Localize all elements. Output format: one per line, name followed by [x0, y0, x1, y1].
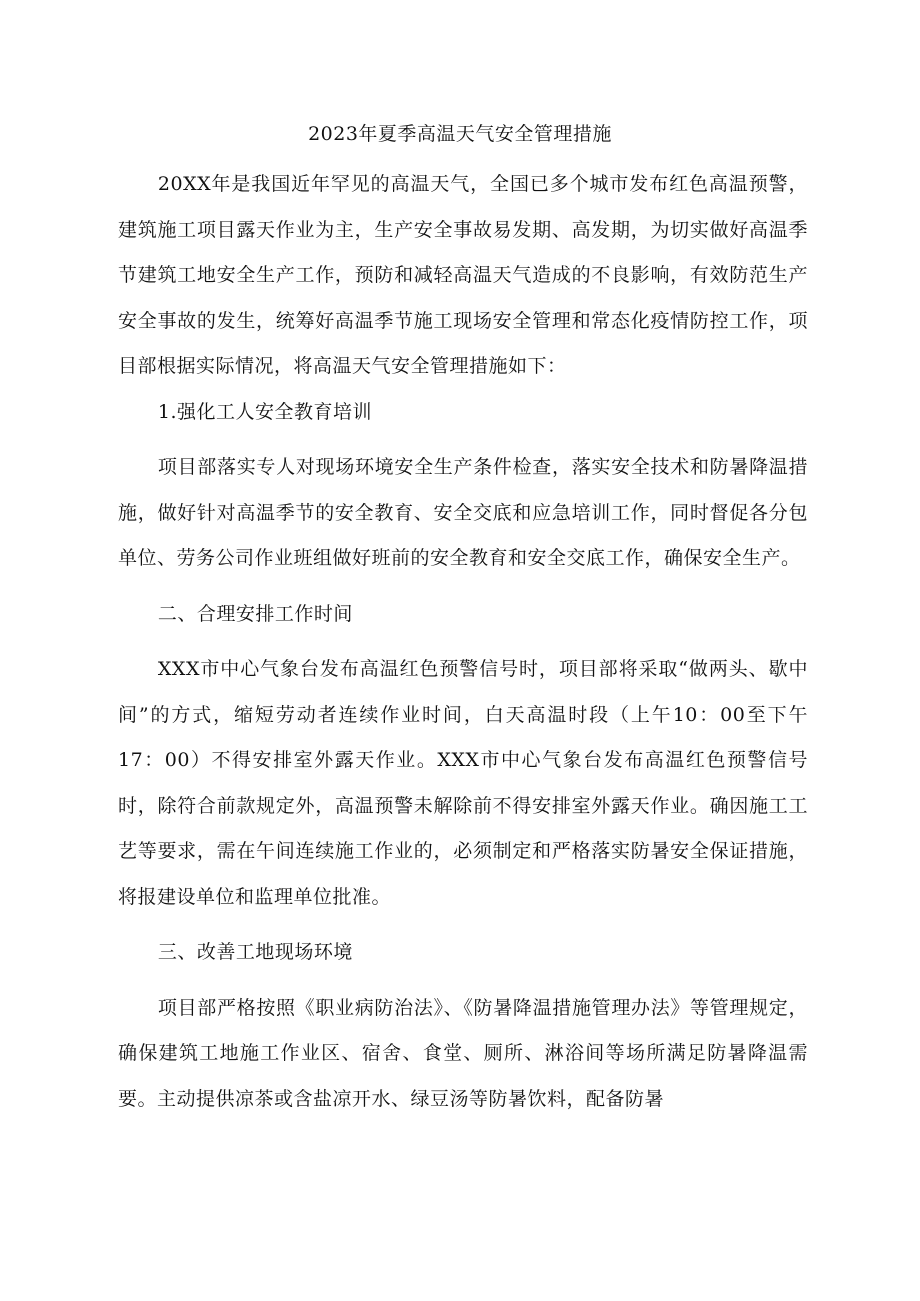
section-1-paragraph: 项目部落实专人对现场环境安全生产条件检查，落实安全技术和防暑降温措施，做好针对高温季节的安全教育、安全交底和应急培训工作，同时督促各分包单位、劳务公司作业班组做好班前的安全教育和安全交底工作，确保安全生产。	[118, 456, 808, 569]
section-heading-2: 二、合理安排工作时间	[157, 602, 353, 625]
section-heading-3: 三、改善工地现场环境	[157, 941, 353, 963]
section-3-paragraph: 项目部严格按照《职业病防治法》、《防暑降温措施管理办法》等管理规定，确保建筑工地施工作业区、宿舍、食堂、厕所、淋浴间等场所满足防暑降温需要。主动提供凉茶或含盐凉开水、绿豆汤等防暑饮料，配备防暑	[118, 996, 808, 1110]
document-body	[118, 162, 808, 1122]
intro-paragraph: 20XX年是我国近年罕见的高温天气，全国已多个城市发布红色高温预警，建筑施工项目露天作业为主，生产安全事故易发期、高发期，为切实做好高温季节建筑工地安全生产工作，预防和减轻高温天气造成的不良影响，有效防范生产安全事故的发生，统筹好高温季节施工现场安全管理和常态化疫情防控工作，项目部根据实际情况，将高温天气安全管理措施如下：	[118, 173, 808, 377]
section-2-paragraph: XXX市中心气象台发布高温红色预警信号时，项目部将采取“做两头、歇中间”的方式，缩短劳动者连续作业时间，白天高温时段（上午10：00至下午17：00）不得安排室外露天作业。XXX市中心气象台发布高温红色预警信号时，除符合前款规定外，高温预警未解除前不得安排室外露天作业。确因施工工艺等要求，需在午间连续施工作业的，必须制定和严格落实防暑安全保证措施，将报建设单位和监理单位批准。	[118, 658, 808, 908]
document-title: 2023年夏季高温天气安全管理措施	[308, 123, 612, 145]
section-heading-1: 1.强化工人安全教育培训	[157, 400, 373, 423]
